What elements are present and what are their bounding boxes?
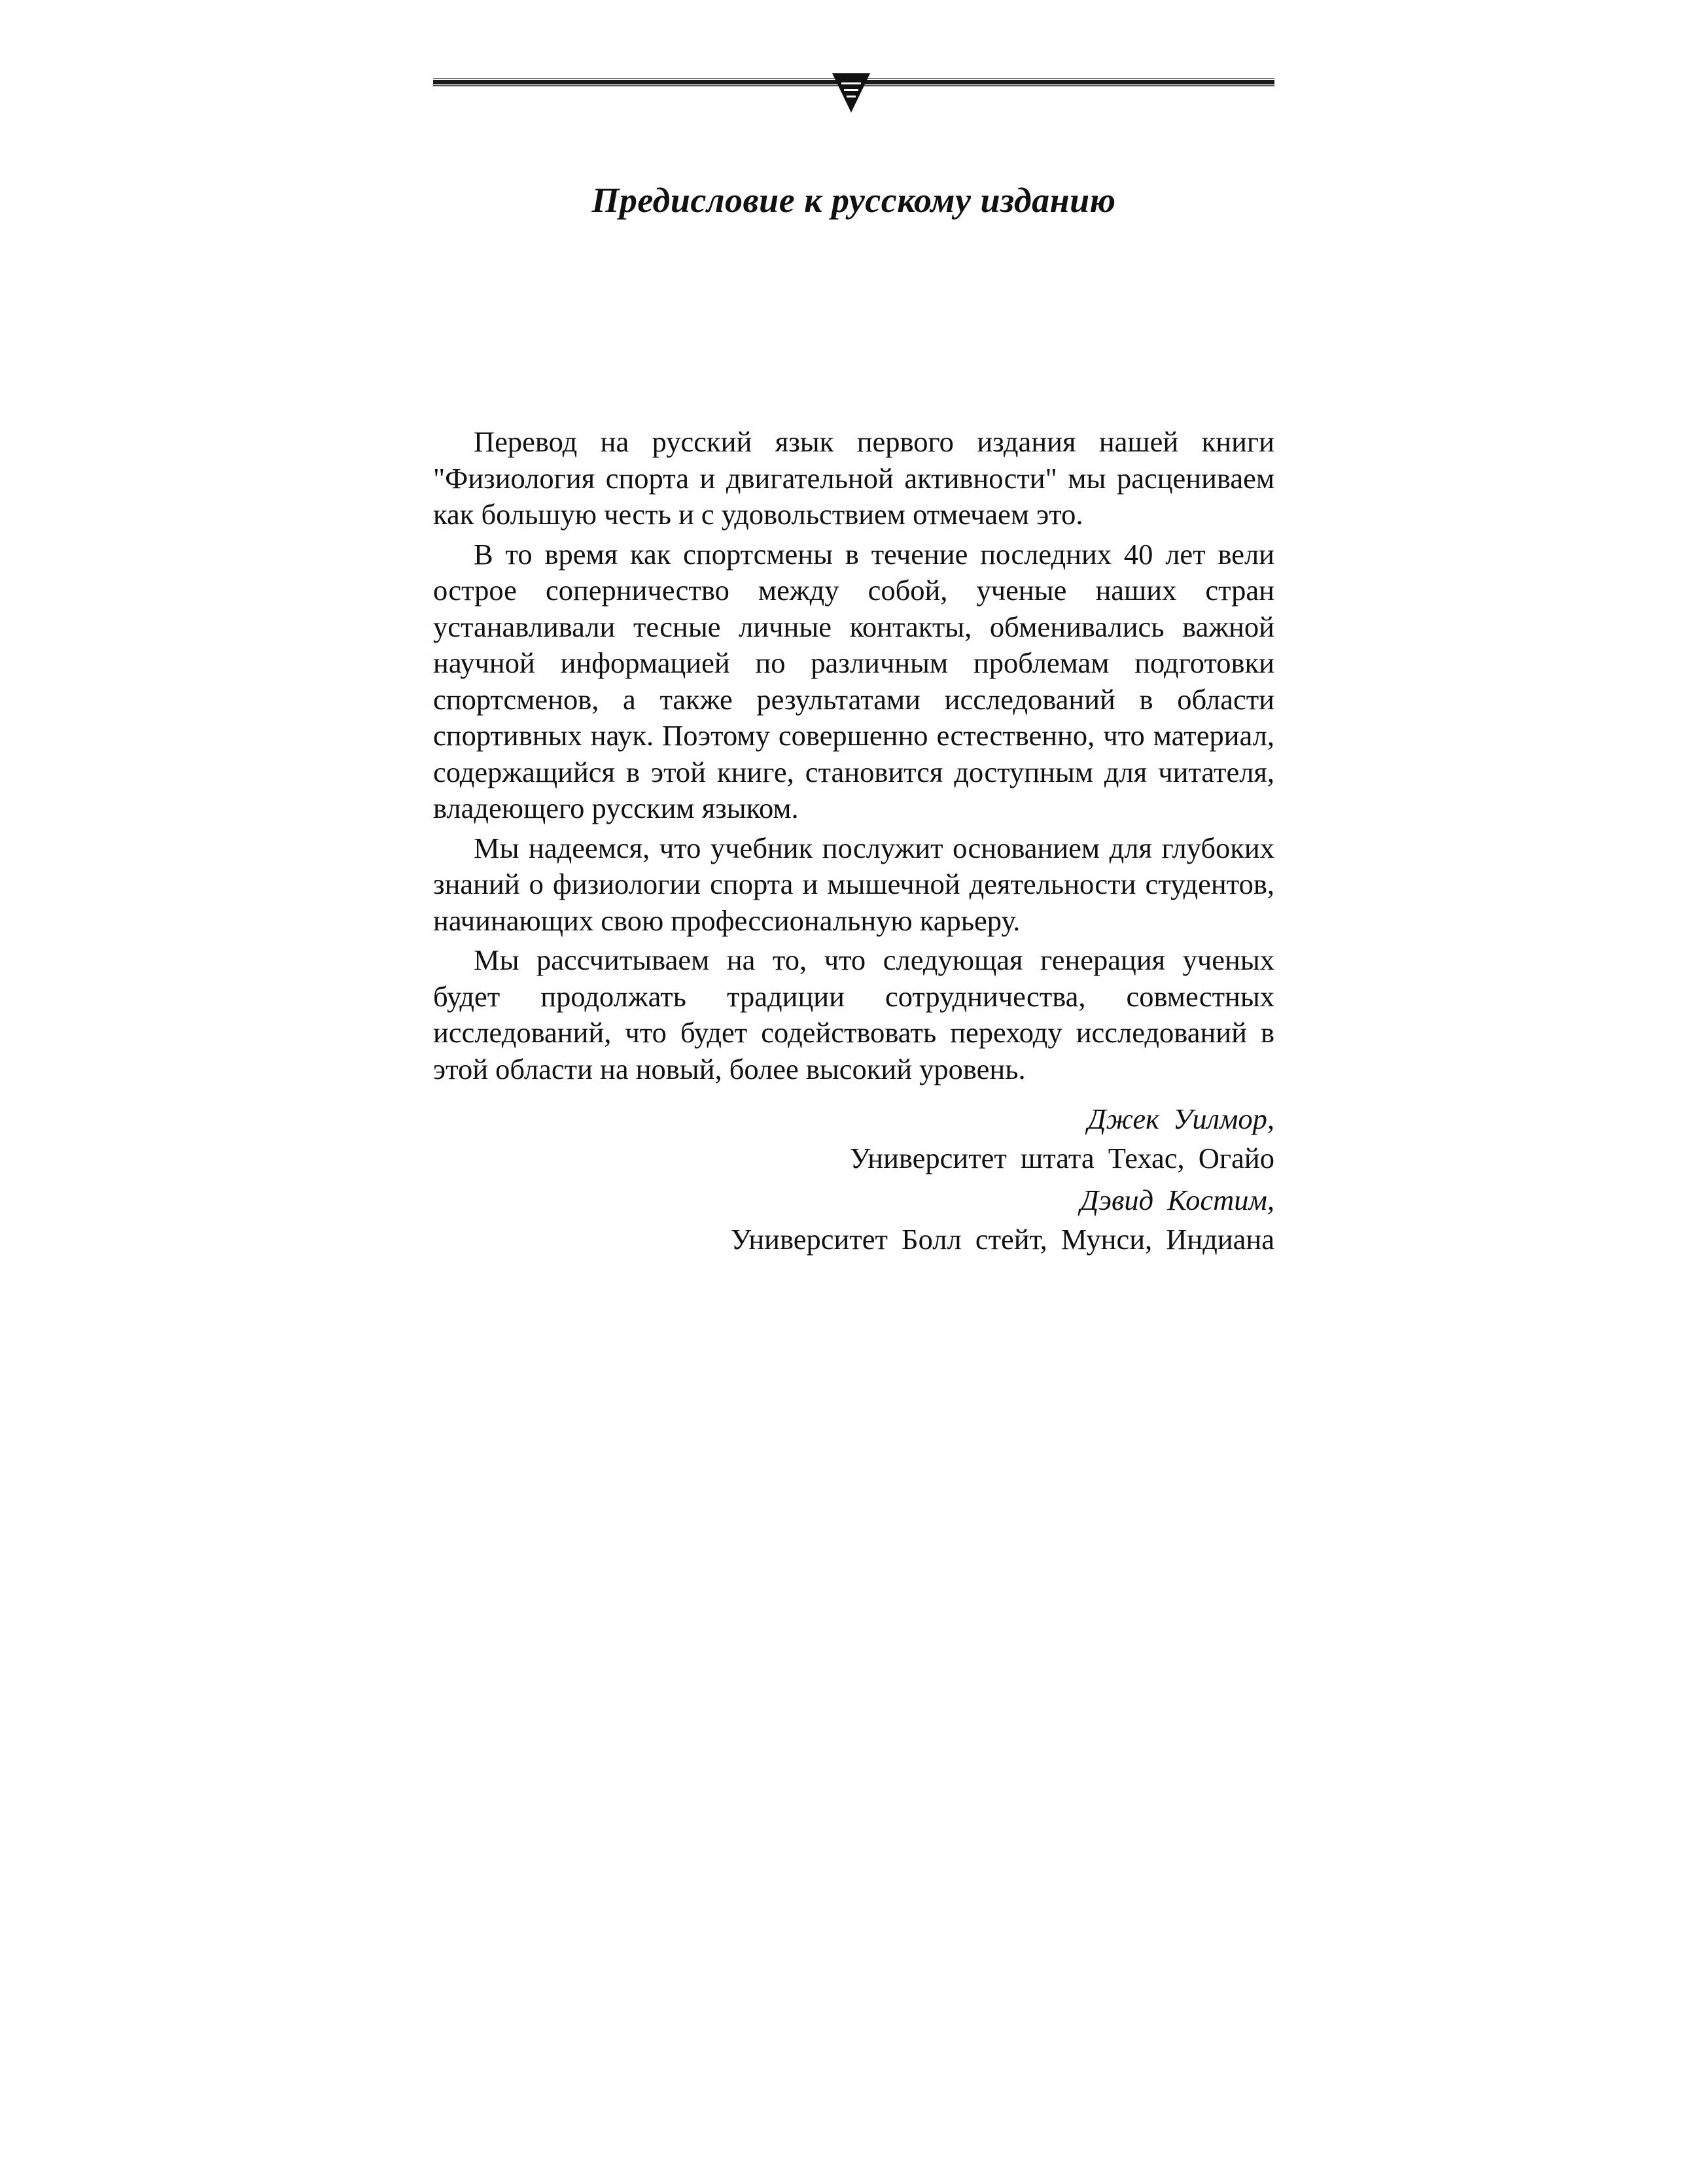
rule-with-triangle-ornament-icon	[433, 71, 1274, 116]
page-title: Предисловие к русскому изданию	[591, 181, 1116, 220]
author-affiliation: Университет Болл стейт, Мунси, Индиана	[730, 1223, 1274, 1256]
paragraph: Мы надеемся, что учебник послужит основанием для глубоких знаний о физиологии спорта и мышечной деятельности студентов, начинающих свою профессиональную карьеру.	[433, 831, 1274, 937]
signature-block	[433, 1099, 1274, 1259]
author-affiliation: Университет штата Техас, Огайо	[849, 1142, 1274, 1174]
preface-body	[433, 424, 1274, 1091]
author-name: Джек Уилмор,	[1087, 1102, 1274, 1135]
paragraph: Перевод на русский язык первого издания нашей книги "Физиология спорта и двигательной активности" мы расцениваем как большую честь и с удовольствием отмечаем это.	[433, 425, 1274, 531]
author-name: Дэвид Костим,	[1080, 1184, 1274, 1216]
paragraph: В то время как спортсмены в течение последних 40 лет вели острое соперничество между собой, ученые наших стран устанавливали тесные личные контакты, обменивались важной научной информацией по различным проблемам подготовки спортсменов, а также результатами исследований в области спортивных наук. Поэтому совершенно естественно, что материал, содержащийся в этой книге, становится доступным для читателя, владеющего русским языком.	[433, 537, 1274, 824]
paragraph: Мы рассчитываем на то, что следующая генерация ученых будет продолжать традиции сотрудничества, совместных исследований, что будет содействовать переходу исследований в этой области на новый, более высокий уровень.	[433, 943, 1274, 1085]
